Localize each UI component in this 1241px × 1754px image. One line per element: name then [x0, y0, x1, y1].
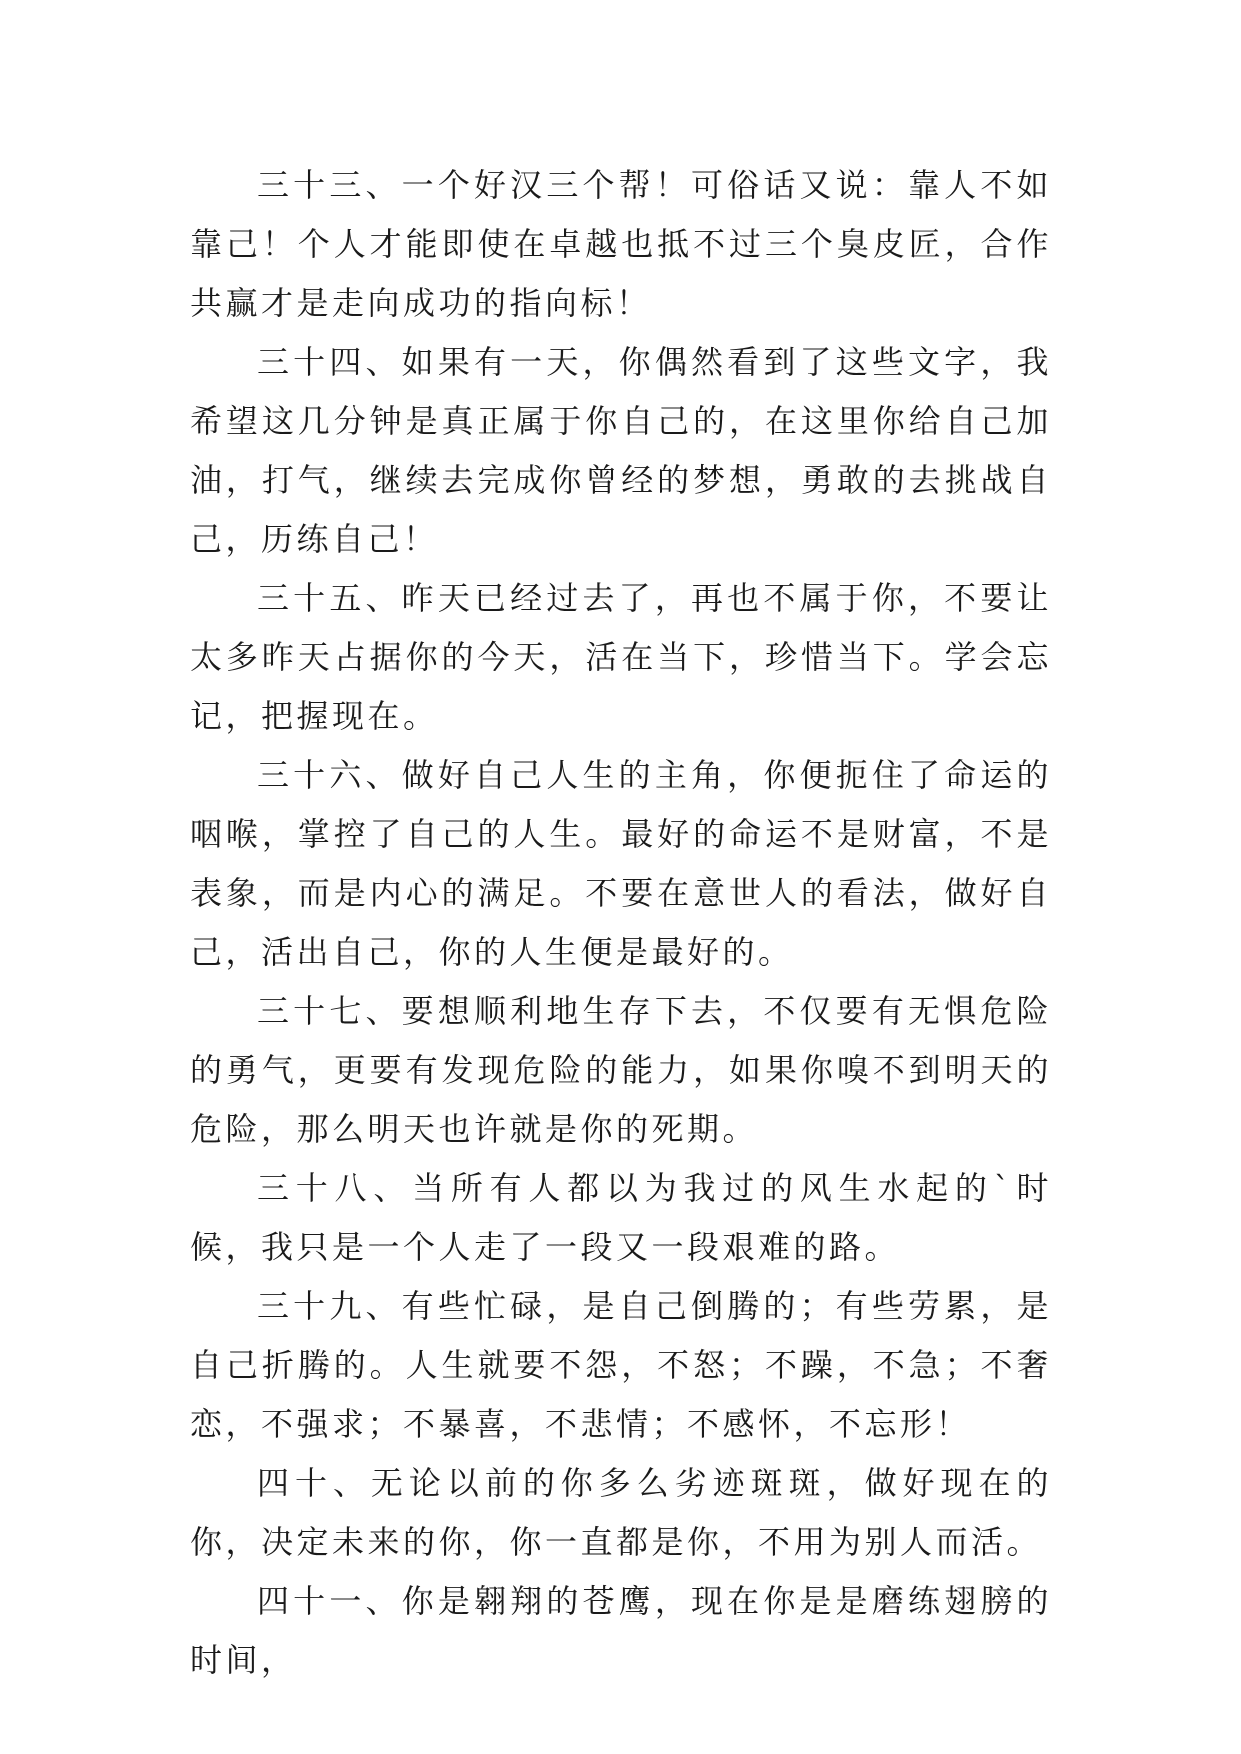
paragraph-35: 三十五、昨天已经过去了，再也不属于你，不要让太多昨天占据你的今天，活在当下，珍惜当下。学会忘记，把握现在。 — [190, 579, 1052, 735]
paragraph-39: 三十九、有些忙碌，是自己倒腾的；有些劳累，是自己折腾的。人生就要不怨，不怒；不躁，不急；不奢恋，不强求；不暴喜，不悲情；不感怀，不忘形！ — [190, 1287, 1052, 1443]
document-body — [190, 156, 1052, 1690]
paragraph-33: 三十三、一个好汉三个帮！可俗话又说：靠人不如靠己！个人才能即使在卓越也抵不过三个臭皮匠，合作共赢才是走向成功的指向标！ — [190, 166, 1052, 322]
paragraph-36: 三十六、做好自己人生的主角，你便扼住了命运的咽喉，掌控了自己的人生。最好的命运不是财富，不是表象，而是内心的满足。不要在意世人的看法，做好自己，活出自己，你的人生便是最好的。 — [190, 756, 1052, 971]
paragraph-37: 三十七、要想顺利地生存下去，不仅要有无惧危险的勇气，更要有发现危险的能力，如果你嗅不到明天的危险，那么明天也许就是你的死期。 — [190, 992, 1052, 1148]
paragraph-40: 四十、无论以前的你多么劣迹斑斑，做好现在的你，决定未来的你，你一直都是你，不用为别人而活。 — [190, 1464, 1052, 1561]
paragraph-34: 三十四、如果有一天，你偶然看到了这些文字，我希望这几分钟是真正属于你自己的，在这里你给自己加油，打气，继续去完成你曾经的梦想，勇敢的去挑战自己，历练自己！ — [190, 343, 1052, 558]
paragraph-38: 三十八、当所有人都以为我过的风生水起的`时候，我只是一个人走了一段又一段艰难的路。 — [190, 1169, 1052, 1266]
paragraph-41: 四十一、你是翱翔的苍鹰，现在你是是磨练翅膀的时间， — [190, 1582, 1052, 1679]
